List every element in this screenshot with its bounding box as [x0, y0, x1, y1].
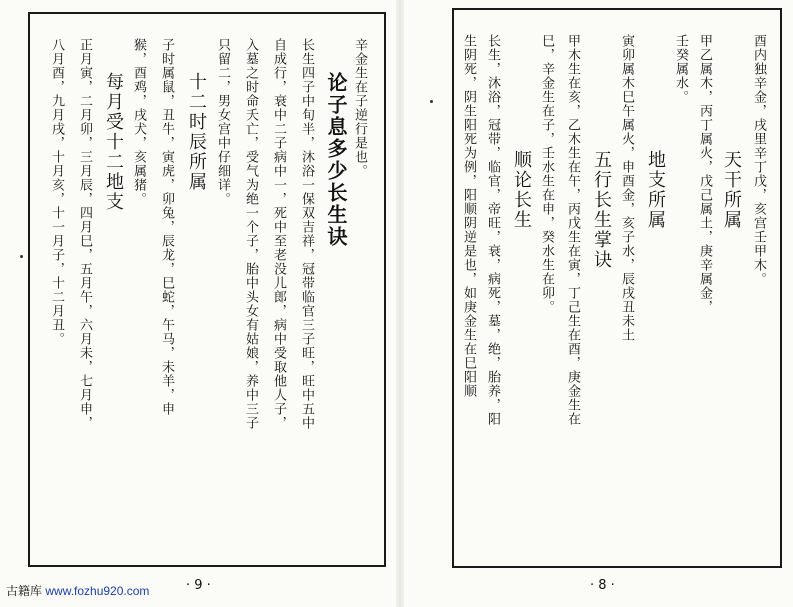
left-heading-hours: 十二时辰所属: [186, 72, 207, 192]
right-heading-palm: 五行长生掌诀: [591, 150, 612, 270]
left-column-4: 自成行，衰中二子病中一，死中至老没儿郎，病中受取他人子，: [271, 38, 286, 430]
right-heading-forward: 顺论长生: [511, 150, 532, 230]
left-column-12: 八月酉，九月戌，十月亥，十一月子，十二月丑。: [49, 38, 64, 346]
left-column-9: 猴，酉鸡，戌犬，亥属猪。: [131, 38, 146, 206]
right-column-11: 长生，沐浴，冠带，临官，帝旺，衰，病死，墓，绝，胎养，阳: [485, 34, 500, 426]
right-heading-stems: 天干所属: [721, 150, 742, 230]
right-column-4: 壬癸属水。: [673, 34, 688, 104]
left-column-11: 正月寅，二月卯，三月辰，四月巳，五月午，六月未，七月申，: [77, 38, 92, 430]
right-column-6: 寅卯属木巳午属火，申酉金，亥子水，辰戌丑未土: [619, 34, 634, 342]
left-page-number: · 9 ·: [186, 578, 211, 593]
left-column-5: 入墓之时命夭亡，受气为绝一个子，胎中头女有姑娘，养中三子: [243, 38, 258, 430]
right-page-number: · 8 ·: [590, 578, 615, 593]
left-heading-months: 每月受十二地支: [103, 72, 124, 212]
watermark-site: www.fozhu920.com: [45, 584, 150, 598]
scan-speck: [20, 255, 23, 258]
right-column-12: 生阴死，阴生阳死为例，阳顺阴逆是也，如庚金生在巳阳顺: [461, 34, 476, 398]
left-column-6: 只留二，男女宫中仔细详。: [215, 38, 230, 206]
site-watermark: [6, 582, 149, 599]
book-gutter: [396, 0, 404, 607]
right-page-frame: [452, 8, 782, 568]
scan-speck: [430, 100, 433, 103]
right-column-1: 酉内独辛金，戌里辛丁戊，亥宫壬甲木。: [751, 34, 766, 286]
left-column-8: 子时属鼠，丑牛，寅虎，卯兔，辰龙，巳蛇，午马，未羊，申: [159, 38, 174, 416]
left-column-3: 长生四子中旬半，沐浴一保双吉祥，冠带临官三子旺，旺中五中: [299, 38, 314, 430]
watermark-label: 古籍库: [6, 584, 43, 598]
left-column-1: 辛金生在子逆行是也。: [352, 38, 367, 178]
right-column-9: 巳，辛金生在子，壬水生在申，癸水生在卯。: [539, 34, 554, 314]
right-heading-branches: 地支所属: [645, 150, 666, 230]
right-column-3: 甲乙属木，丙丁属火，戊己属土，庚辛属金，: [697, 34, 712, 314]
left-heading-children: 论子息多少长生诀: [324, 72, 348, 248]
right-column-8: 甲木生在亥，乙木生在午，丙戊生在寅，丁己生在酉，庚金生在: [565, 34, 580, 426]
